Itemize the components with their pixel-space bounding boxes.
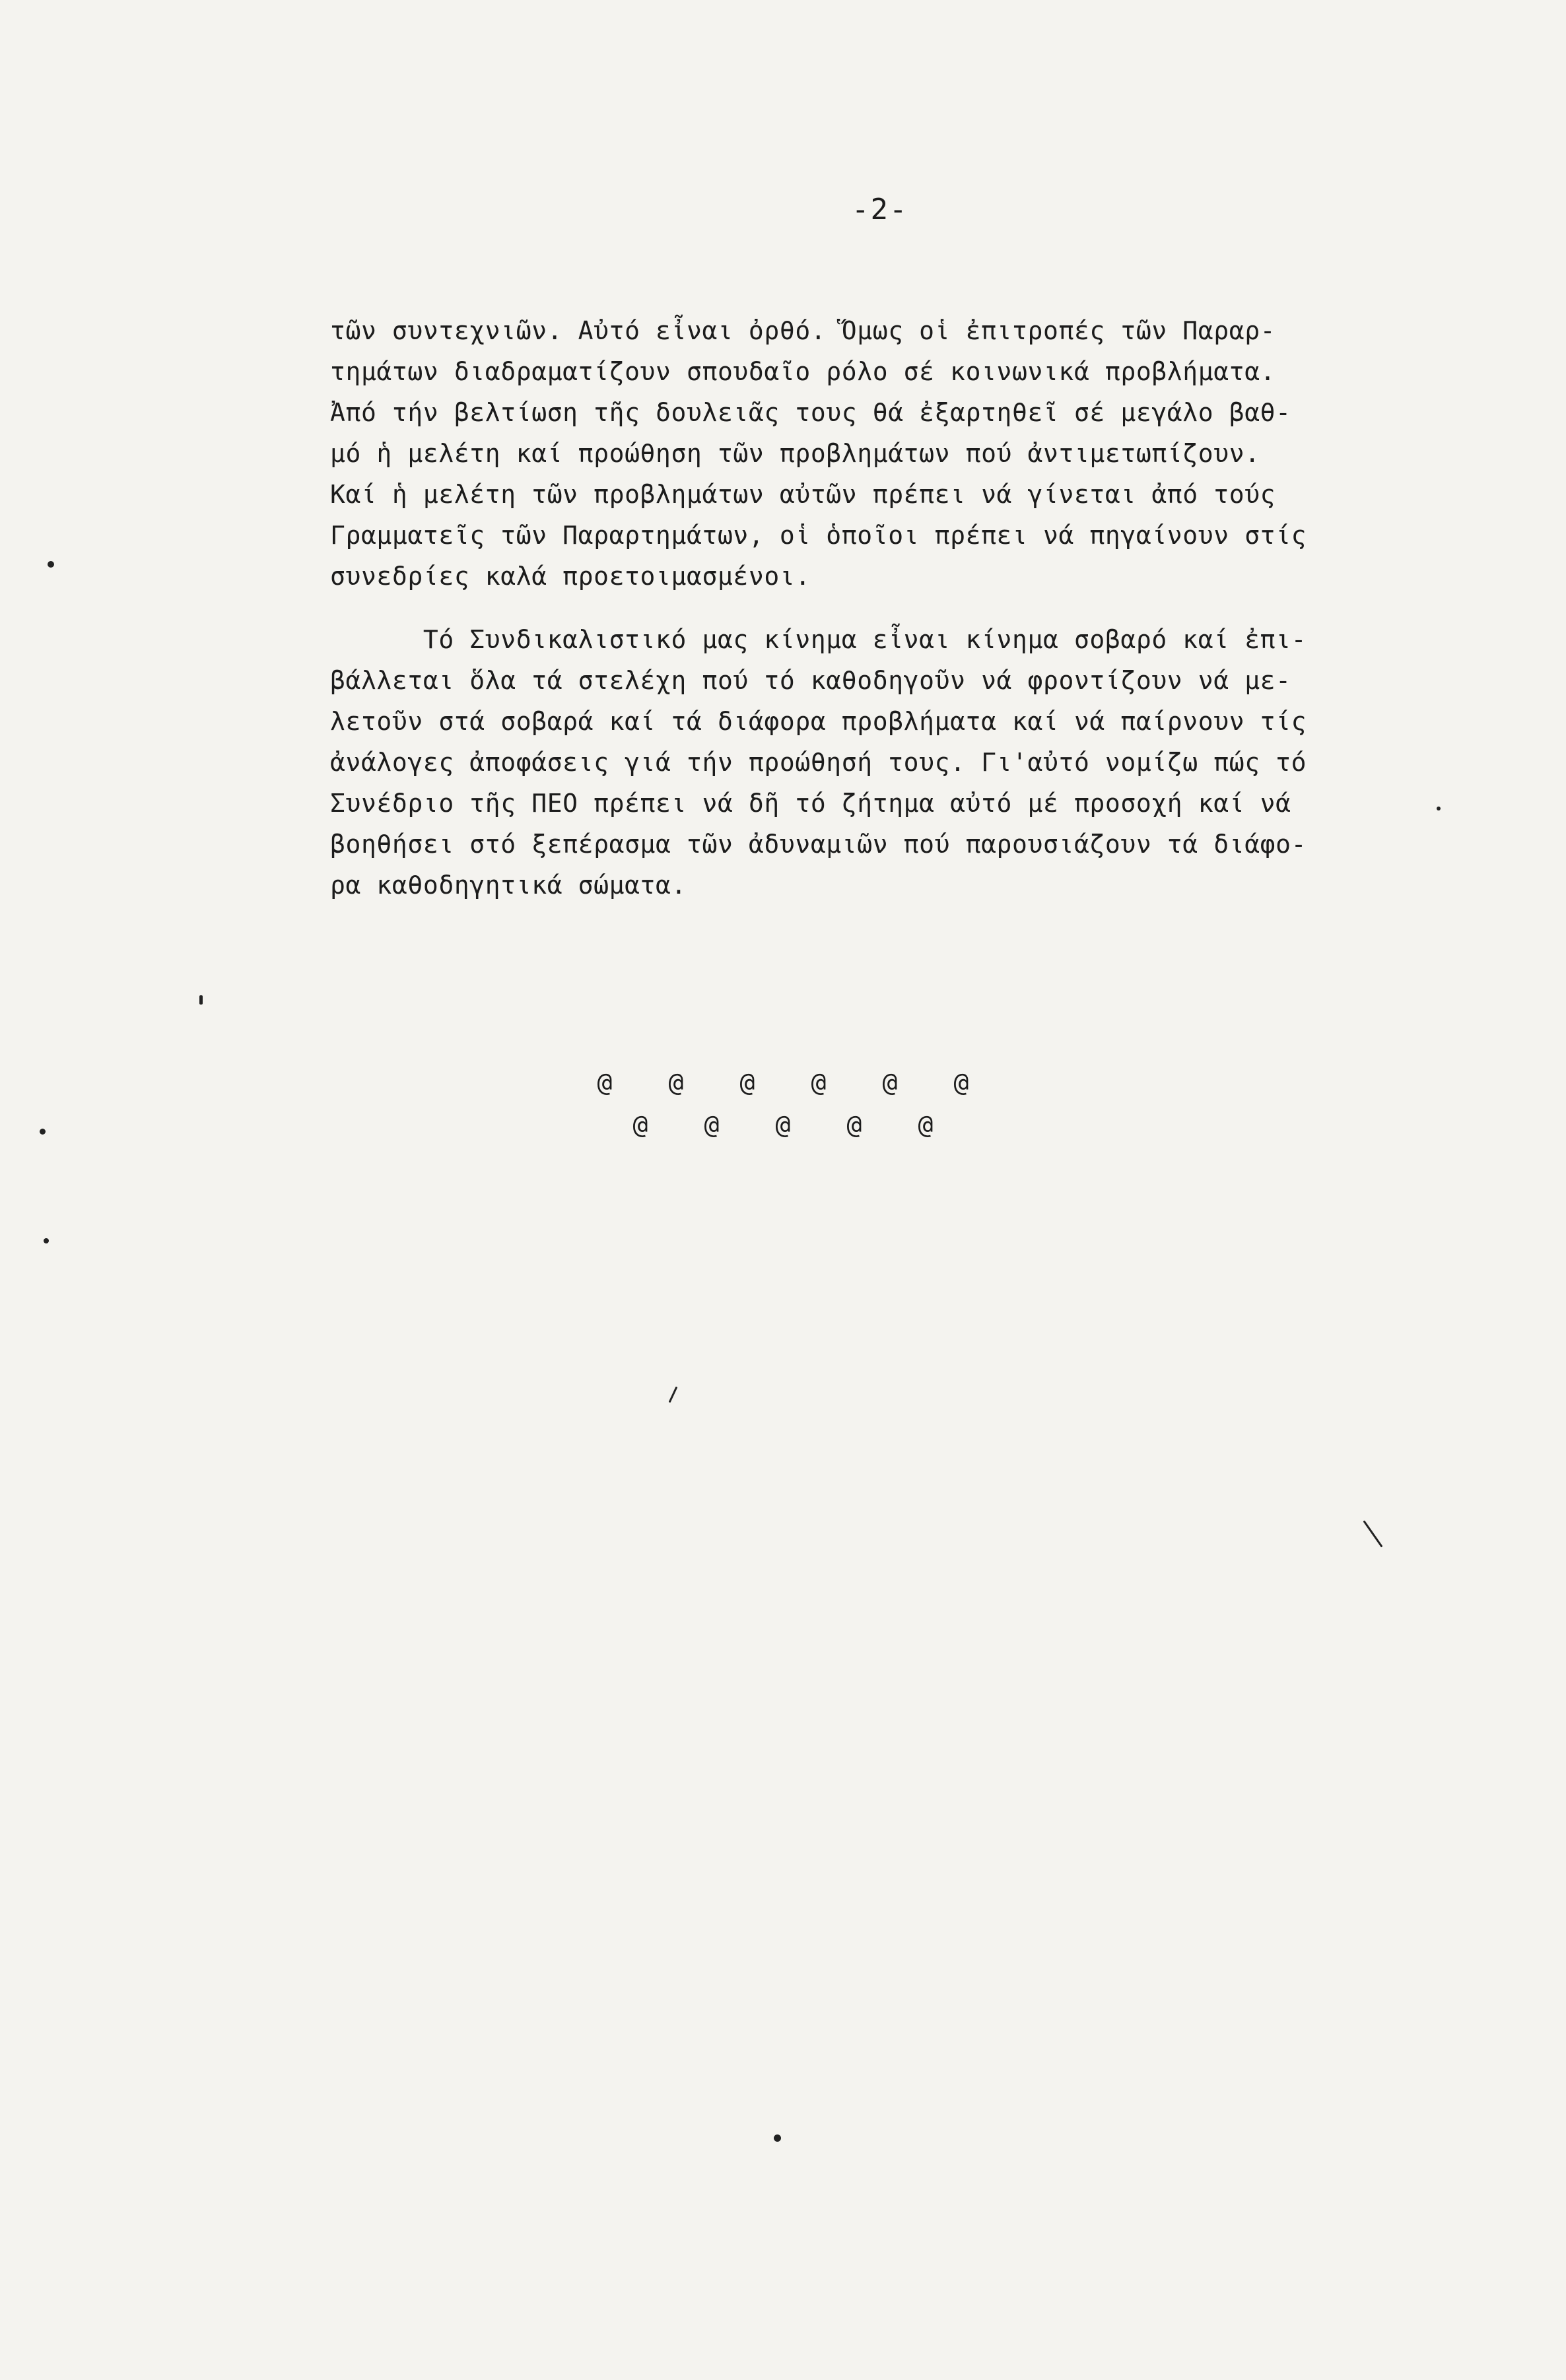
ornament-symbol: @	[775, 1110, 791, 1139]
paragraph-2	[330, 619, 1439, 906]
text-line: συνεδρίες καλά προετοιμασμένοι.	[330, 562, 811, 591]
text-line: λετοῦν στά σοβαρά καί τά διάφορα προβλήματα καί νά παίρνουν τίς	[330, 707, 1307, 736]
scan-speck	[48, 561, 54, 568]
text-line: ἀνάλογες ἀποφάσεις γιά τήν προώθησή τους. Γι'αὐτό νομίζω πώς τό	[330, 748, 1307, 777]
text-line: τημάτων διαδραματίζουν σπουδαῖο ρόλο σέ κοινωνικά προβλήματα.	[330, 357, 1276, 386]
scan-speck	[669, 1387, 678, 1403]
document-body	[330, 310, 1439, 906]
ornament-symbol: @	[739, 1068, 755, 1097]
text-line: βάλλεται ὅλα τά στελέχη πού τό καθοδηγοῦν νά φροντίζουν νά με-	[330, 666, 1291, 695]
paragraph-1	[330, 310, 1439, 597]
scan-speck	[774, 2134, 781, 2142]
ornament-symbol: @	[811, 1068, 827, 1097]
ornament-symbol: @	[882, 1068, 898, 1097]
ornament-symbol: @	[597, 1068, 613, 1097]
page-number: -2-	[852, 193, 908, 226]
ornament-symbol: @	[918, 1110, 934, 1139]
scan-speck	[40, 1129, 46, 1135]
ornament-symbol: @	[953, 1068, 969, 1097]
text-line: Τό Συνδικαλιστικό μας κίνημα εἶναι κίνημα σοβαρό καί ἐπι-	[330, 625, 1307, 654]
text-line: Γραμματεῖς τῶν Παραρτημάτων, οἱ ὁποῖοι πρέπει νά πηγαίνουν στίς	[330, 521, 1307, 550]
scan-speck	[1363, 1520, 1383, 1547]
paragraph-gap	[330, 597, 1439, 619]
ornament-symbol: @	[846, 1110, 862, 1139]
scan-speck	[199, 995, 203, 1005]
scan-speck	[1437, 807, 1441, 810]
text-line: βοηθήσει στό ξεπέρασμα τῶν ἀδυναμιῶν πού παρουσιάζουν τά διάφο-	[330, 830, 1307, 859]
text-line: τῶν συντεχνιῶν. Αὐτό εἶναι ὀρθό. Ὅμως οἱ ἐπιτροπές τῶν Παραρ-	[330, 316, 1276, 345]
scan-speck	[44, 1238, 49, 1243]
text-line: μό ἡ μελέτη καί προώθηση τῶν προβλημάτων πού ἀντιμετωπίζουν.	[330, 439, 1260, 468]
ornament-symbol: @	[704, 1110, 720, 1139]
text-line: ρα καθοδηγητικά σώματα.	[330, 871, 687, 900]
ornament-row-2	[0, 1110, 1566, 1139]
ornament-row-1	[0, 1068, 1566, 1097]
text-line: Ἀπό τήν βελτίωση τῆς δουλειᾶς τους θά ἐξαρτηθεῖ σέ μεγάλο βαθ-	[330, 398, 1291, 427]
ornament-symbol: @	[668, 1068, 684, 1097]
text-line: Συνέδριο τῆς ΠΕΟ πρέπει νά δῆ τό ζήτημα αὐτό μέ προσοχή καί νά	[330, 789, 1291, 818]
ornament-symbol: @	[632, 1110, 648, 1139]
text-line: Καί ἡ μελέτη τῶν προβλημάτων αὐτῶν πρέπει νά γίνεται ἀπό τούς	[330, 480, 1276, 509]
